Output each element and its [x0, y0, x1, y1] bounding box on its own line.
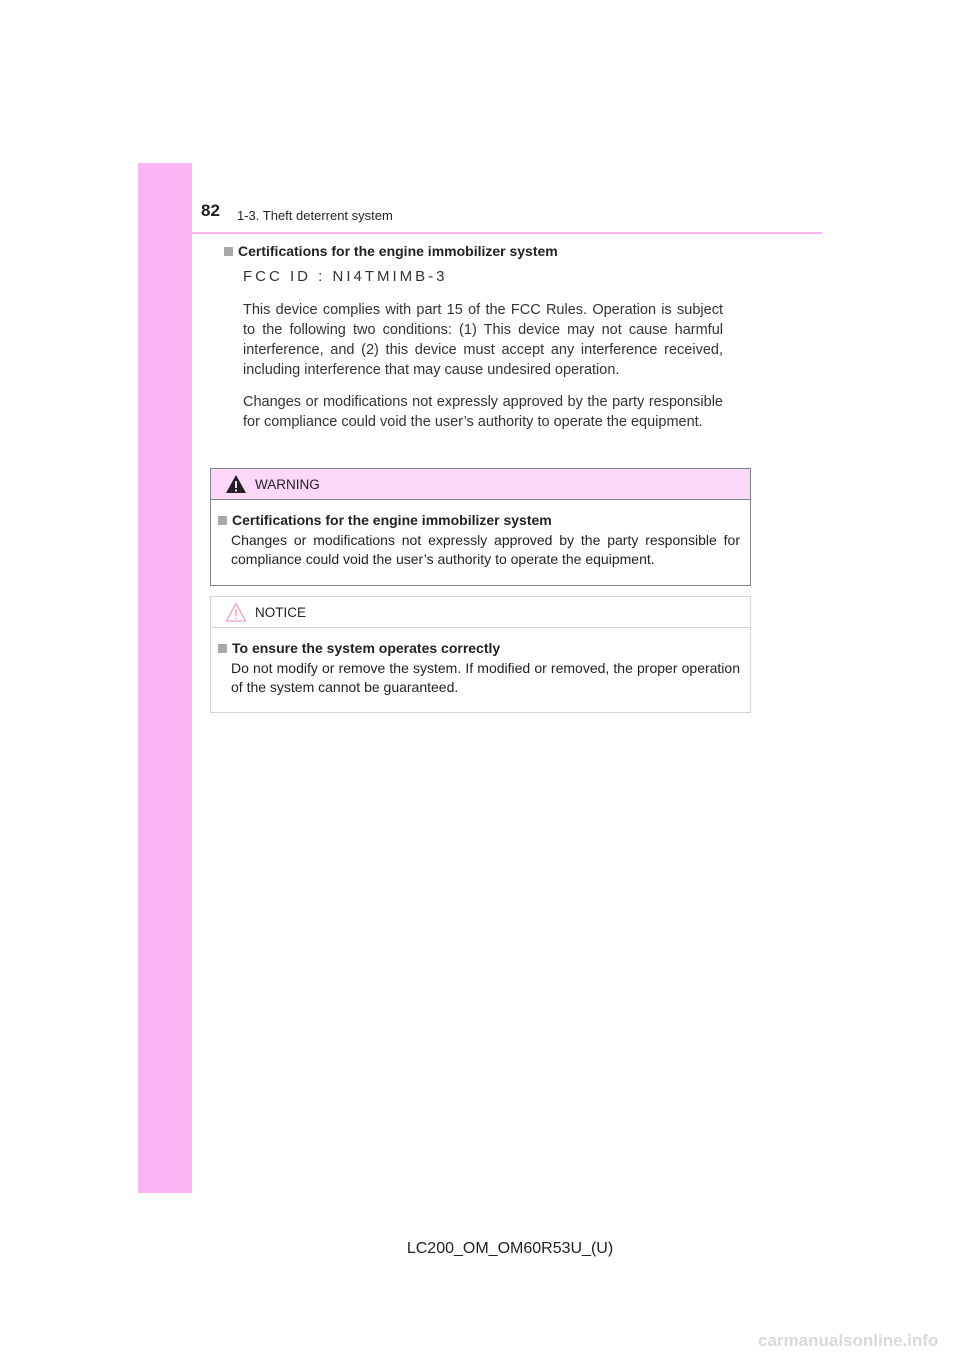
section-title: 1-3. Theft deterrent system [237, 208, 393, 223]
certification-heading-text: Certifications for the engine immobilizer system [238, 243, 558, 259]
warning-triangle-icon [225, 474, 247, 494]
square-bullet-icon [218, 644, 227, 653]
square-bullet-icon [218, 516, 227, 525]
notice-box-body [211, 628, 750, 697]
warning-heading-text: Certifications for the engine immobilizer system [232, 512, 552, 528]
page-number: 82 [201, 201, 220, 220]
square-bullet-icon [224, 247, 233, 256]
notice-box-header [211, 597, 750, 628]
warning-box-body [211, 500, 750, 569]
warning-title: WARNING [255, 477, 320, 492]
notice-box [210, 596, 751, 713]
notice-text: Do not modify or remove the system. If modified or removed, the proper operation of the system cannot be guaranteed. [231, 660, 740, 695]
notice-triangle-icon [225, 602, 247, 622]
warning-heading [218, 512, 740, 528]
warning-box [210, 468, 751, 586]
fcc-paragraph-modifications: Changes or modifications not expressly approved by the party responsible for compliance could void the user’s authority to operate the equipment. [243, 394, 723, 430]
warning-box-header [211, 469, 750, 500]
warning-text: Changes or modifications not expressly approved by the party responsible for compliance could void the user’s authority to operate the equipment. [231, 532, 740, 567]
site-watermark: carmanualsonline.info [758, 1331, 939, 1350]
certification-heading [224, 243, 558, 259]
notice-heading [218, 640, 740, 656]
header-rule [192, 232, 822, 234]
fcc-label-block [243, 264, 723, 444]
notice-heading-text: To ensure the system operates correctly [232, 640, 501, 656]
document-code: LC200_OM_OM60R53U_(U) [406, 1240, 614, 1257]
notice-title: NOTICE [255, 605, 307, 620]
chapter-side-tab [138, 163, 192, 1193]
fcc-id: FCC ID : NI4TMIMB-3 [243, 268, 448, 285]
fcc-paragraph-compliance: This device complies with part 15 of the FCC Rules. Operation is subject to the following two conditions: (1) This device may not cause harmful interference, and (2) this device must accept any interference received, including interference that may cause undesired operation. [243, 302, 723, 378]
